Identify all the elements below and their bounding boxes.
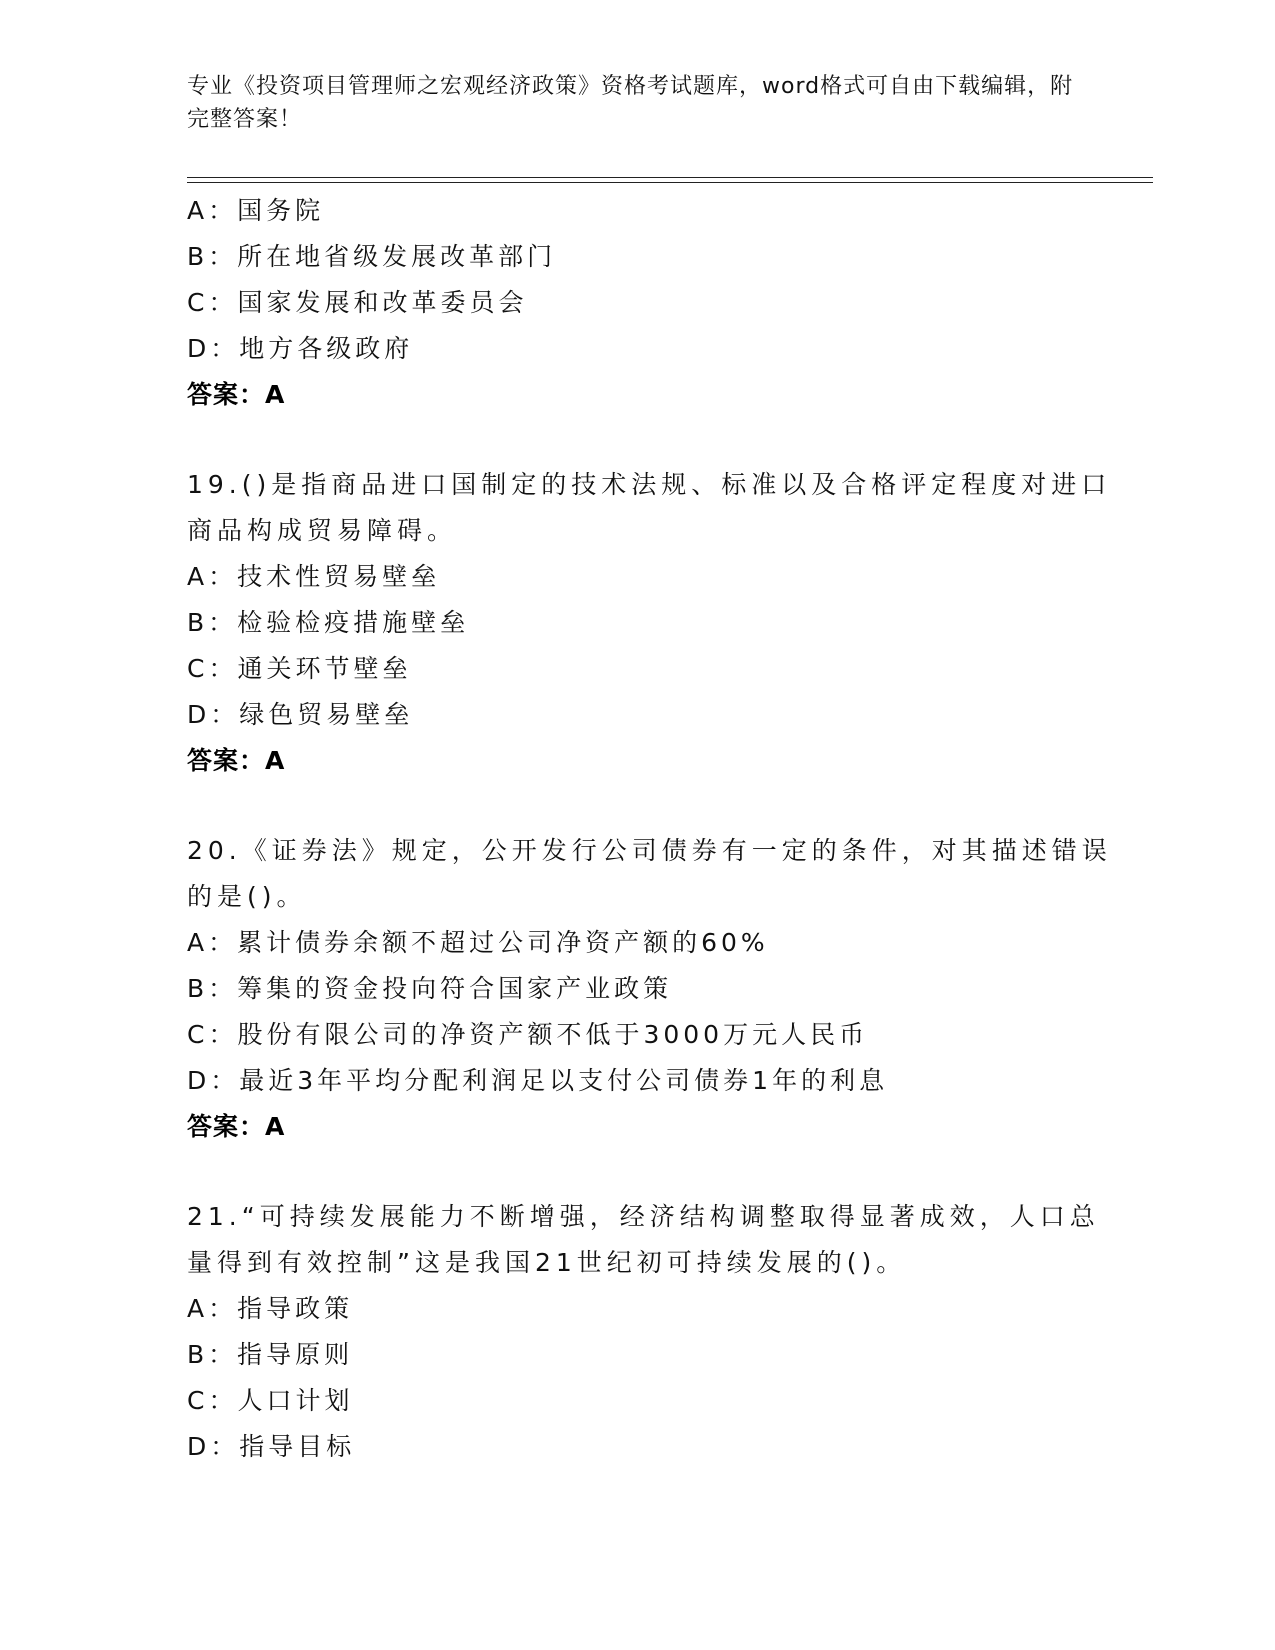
option-b: B：所在地省级发展改革部门 <box>187 242 557 271</box>
question-stem <box>187 1194 1100 1286</box>
question-list <box>187 188 1112 1470</box>
option-c: C：通关环节壁垒 <box>187 654 412 683</box>
question-20 <box>187 828 1112 1150</box>
stem-line: 量得到有效控制”这是我国21世纪初可持续发展的()。 <box>187 1248 907 1277</box>
page-header: 专业《投资项目管理师之宏观经济政策》资格考试题库，word格式可自由下载编辑，附完整答案！ <box>187 74 1074 132</box>
option-d: D：最近3年平均分配利润足以支付公司债券1年的利息 <box>187 1066 889 1095</box>
option-d: D：绿色贸易壁垒 <box>187 700 414 729</box>
option-a: A：指导政策 <box>187 1294 354 1323</box>
option-a: A：累计债券余额不超过公司净资产额的60% <box>187 928 769 957</box>
option-c: C：股份有限公司的净资产额不低于3000万元人民币 <box>187 1020 869 1049</box>
stem-line: 商品构成贸易障碍。 <box>187 516 458 545</box>
question-18-continued <box>187 188 1087 418</box>
answer-line: 答案：A <box>187 380 286 409</box>
option-b: B：指导原则 <box>187 1340 354 1369</box>
answer-line: 答案：A <box>187 746 286 775</box>
option-c: C：国家发展和改革委员会 <box>187 288 528 317</box>
question-stem <box>187 462 1112 554</box>
question-19 <box>187 462 1112 784</box>
stem-line: 20.《证券法》规定，公开发行公司债券有一定的条件，对其描述错误 <box>187 836 1112 865</box>
option-a: A：国务院 <box>187 196 325 225</box>
question-21 <box>187 1194 1100 1470</box>
option-d: D：指导目标 <box>187 1432 356 1461</box>
stem-line: 21.“可持续发展能力不断增强，经济结构调整取得显著成效，人口总 <box>187 1202 1100 1231</box>
question-stem <box>187 828 1112 920</box>
stem-line: 19.()是指商品进口国制定的技术法规、标准以及合格评定程度对进口 <box>187 470 1112 499</box>
answer-line: 答案：A <box>187 1112 286 1141</box>
option-b: B：筹集的资金投向符合国家产业政策 <box>187 974 673 1003</box>
option-d: D：地方各级政府 <box>187 334 414 363</box>
option-b: B：检验检疫措施壁垒 <box>187 608 470 637</box>
header-rule-top <box>187 177 1153 178</box>
header-rule-bottom <box>187 182 1153 183</box>
stem-line: 的是()。 <box>187 882 307 911</box>
option-a: A：技术性贸易壁垒 <box>187 562 441 591</box>
option-c: C：人口计划 <box>187 1386 354 1415</box>
